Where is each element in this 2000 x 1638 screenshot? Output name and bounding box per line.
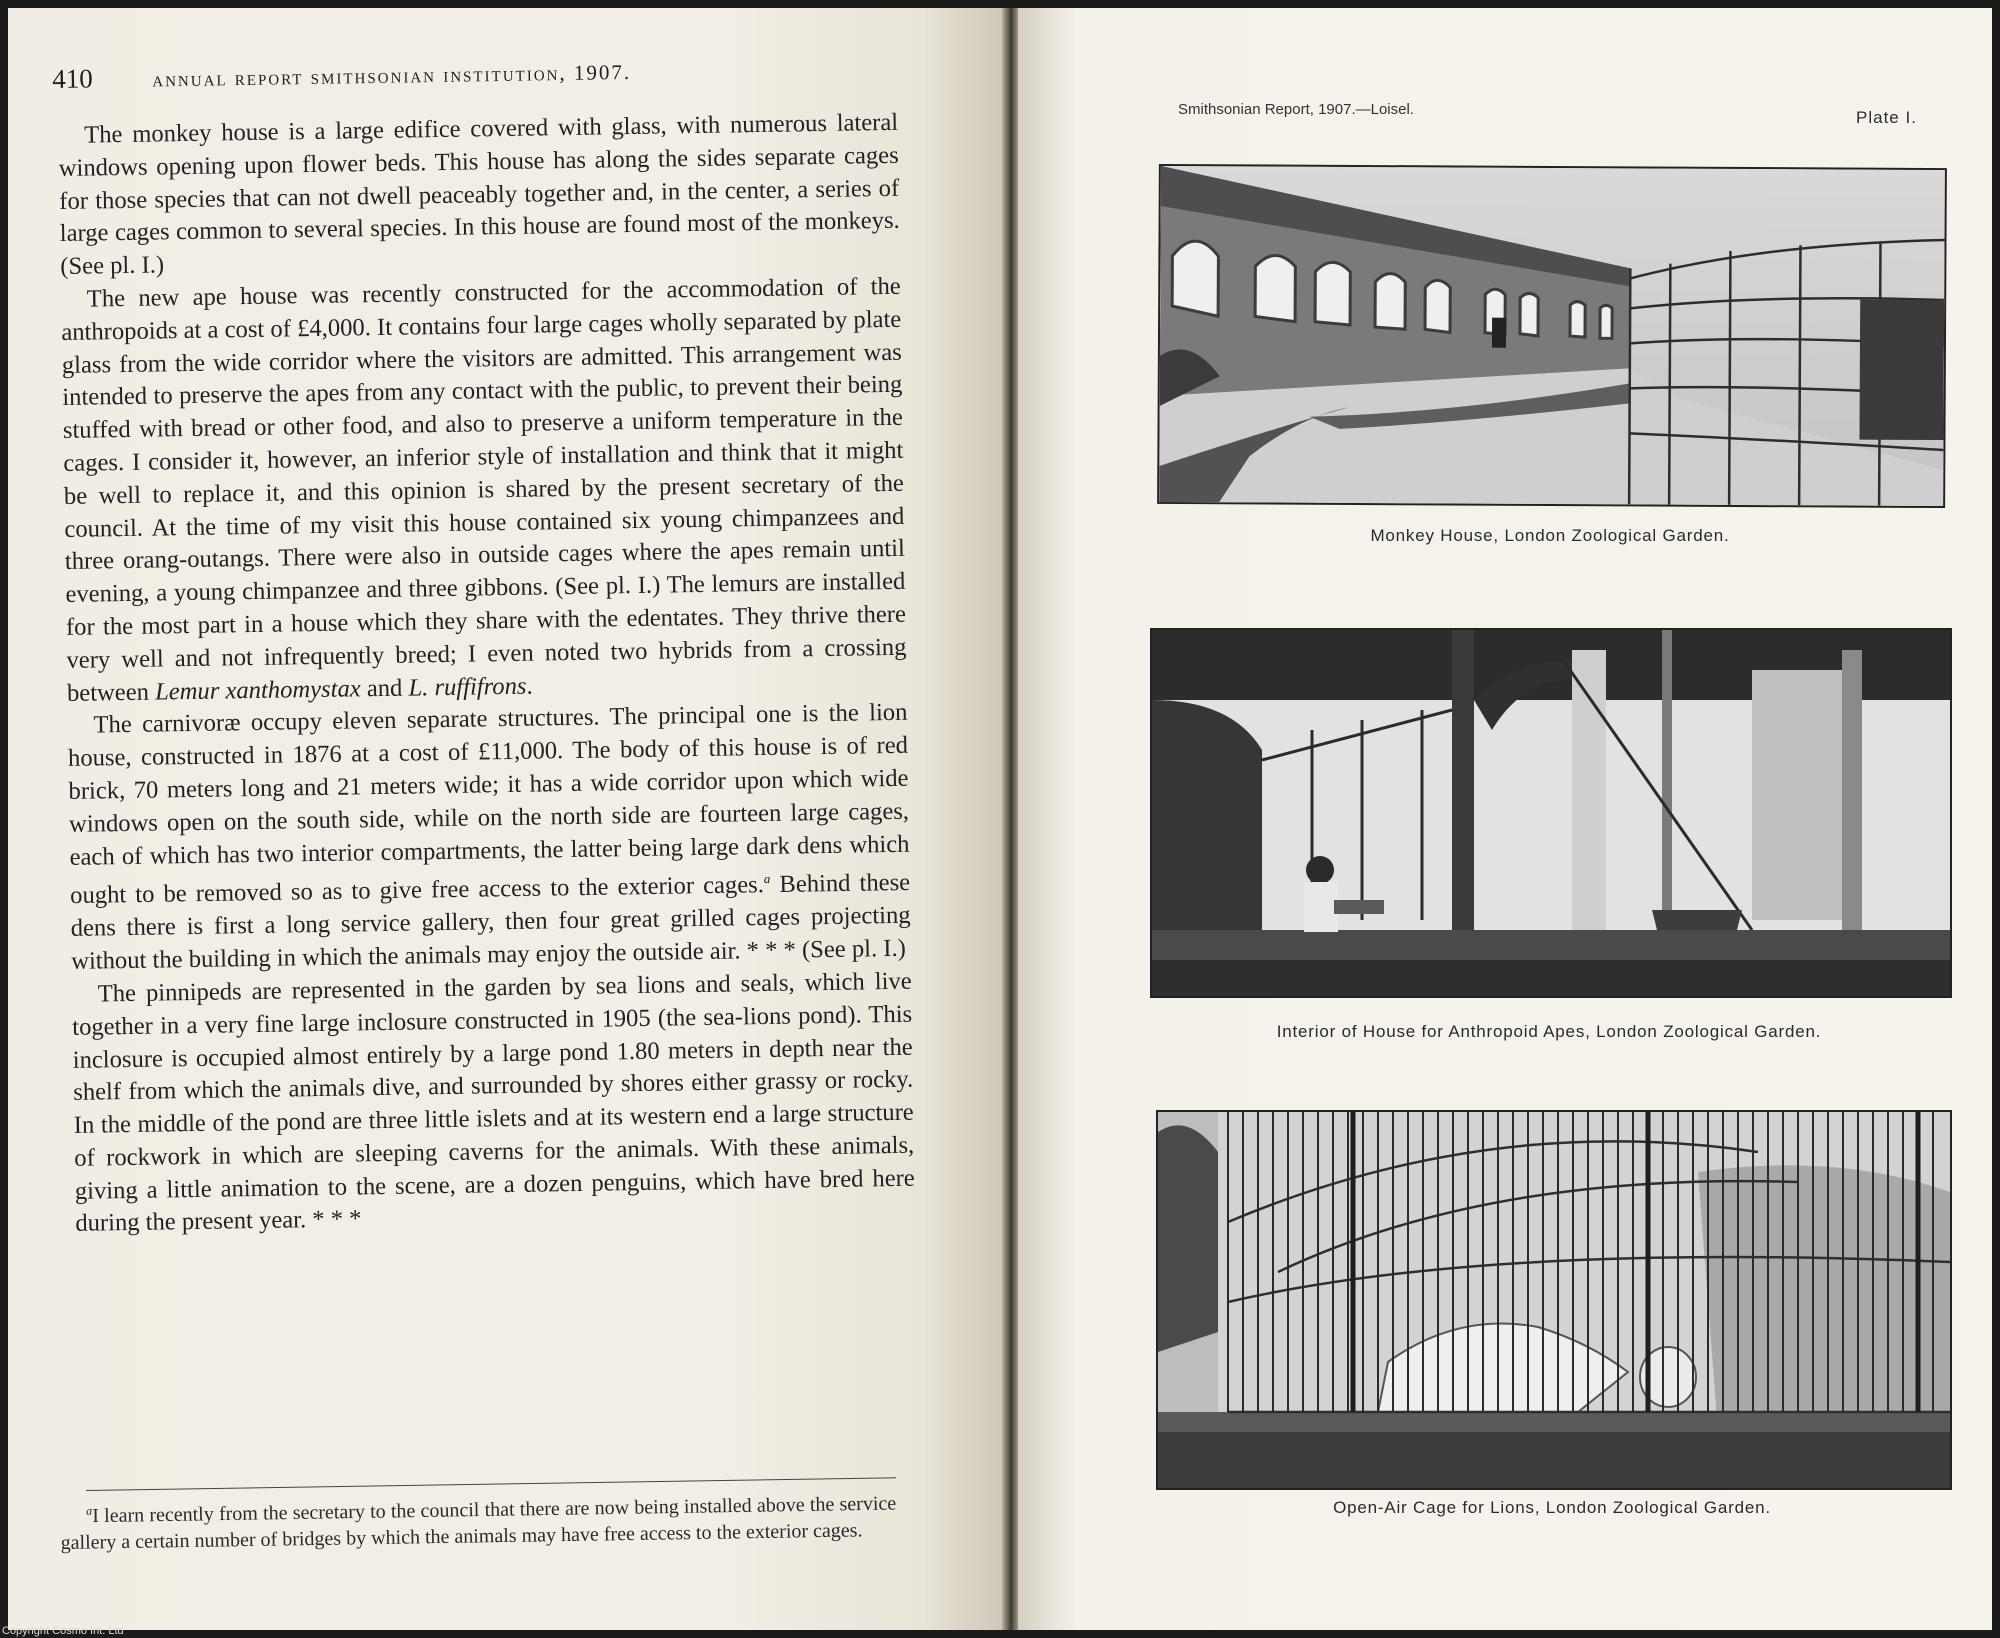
species-name: L. ruffifrons: [408, 672, 527, 702]
gutter: [1002, 8, 1018, 1630]
paragraph-ape-house: [61, 271, 908, 711]
species-joiner: and: [360, 674, 409, 702]
species-name: Lemur xanthomystax: [154, 674, 361, 706]
left-page: [8, 8, 1002, 1630]
photo-monkey-house-image: [1159, 166, 1945, 506]
caption-lion-cage: Open-Air Cage for Lions, London Zoological Garden.: [1333, 1498, 1771, 1517]
paragraph-carnivores-text: The carnivoræ occupy eleven separate structures. The principal one is the lion house, constructed in 1876 at a cost of £11,000. The body of this house is of red brick, 70 meters long and 21 meters wide; it has a wide corridor upon which wide windows open on the south side, while on the north side are fourteen large cages, each of which has two interior compartments, the latter being large dark dens which ought to be removed so as to give free access to the exterior cages.: [67, 699, 910, 910]
caption-ape-house-interior: Interior of House for Anthropoid Apes, London Zoological Garden.: [1276, 1022, 1822, 1041]
footnote-text: I learn recently from the secretary to the council that there are now being installed above the service gallery a certain number of bridges by which the animals may have free access to the exterior cages.: [60, 1492, 897, 1554]
paragraph-carnivores: [67, 697, 911, 979]
copyright-watermark: Copyright Cosmo Int. Ltd: [2, 1625, 124, 1637]
paragraph-monkey-house: The monkey house is a large edifice covered with glass, with numerous lateral windows opening upon flower beds. This house has along the sides separate cages for those species that can not dwell peaceably together and, in the center, a series of large cages common to several species. In this house are found most of the monkeys. (See pl. I.): [58, 108, 900, 281]
paragraph-ape-house-text: The new ape house was recently constructed for the accommodation of the anthropoids at a cost of £4,000. It contains four large cages wholly separated by plate glass from the wide corridor where the visitors are admitted. This arrangement was intended to preserve the apes from any contact with the public, to prevent their being stuffed with bread or other food, and also to preserve a uniform temperature in the cages. I consider it, however, an inferior style of installation and think that it might be well to replace it, and this opinion is shared by the present secretary of the council. At the time of my visit this house contained six young chimpanzees and three orang-outangs. There were also in outside cages where the apes remain until evening, a young chimpanzee and three gibbons. (See pl. I.) The lemurs are installed for the most part in a house which they share with the edentates. They thrive there very well and not infrequently breed; I even noted two hybrids from a crossing between: [61, 272, 907, 707]
plate-credit: Smithsonian Report, 1907.—Loisel.: [1178, 101, 1414, 118]
photo-monkey-house: [1157, 164, 1947, 508]
body-text: [58, 107, 916, 1241]
photo-lion-cage-image: [1158, 1112, 1950, 1488]
page-number: 410: [52, 63, 93, 94]
paragraph-pinnipeds: The pinnipeds are represented in the garden by sea lions and seals, which live together in a very fine large inclosure constructed in 1905 (the sea-lions pond). This inclosure is occupied almost entirely by a large pond 1.80 meters in depth near the shelf from which the animals dive, and surrounded by shores either grassy or rocky. In the middle of the pond are three little islets and at its western end a large structure of rockwork in which are sleeping caverns for the animals. With these animals, giving a little animation to the scene, are a dozen penguins, which have bred here during the present year. * * *: [72, 967, 915, 1238]
caption-monkey-house: Monkey House, London Zoological Garden.: [1370, 526, 1730, 545]
footnote-marker: a: [86, 1503, 93, 1518]
paragraph-carnivores-continuation: Behind these dens there is first a long service gallery, then four great grilled cages projecting without the building in which the animals may enjoy the outside air. * * * (See pl. I.): [70, 869, 911, 976]
footnote: [60, 1485, 897, 1556]
book-spread: [8, 8, 1992, 1630]
plate-number: Plate I.: [1856, 108, 1917, 127]
footnote-marker: a: [763, 871, 771, 887]
photo-ape-house-interior: [1150, 628, 1952, 998]
running-head-title: annual report smithsonian institution, 1907.: [152, 59, 632, 92]
right-page: [1018, 8, 1992, 1630]
species-end: .: [526, 672, 533, 700]
photo-ape-house-interior-image: [1152, 630, 1950, 996]
running-head: [52, 50, 952, 95]
photo-lion-cage: [1156, 1110, 1952, 1490]
